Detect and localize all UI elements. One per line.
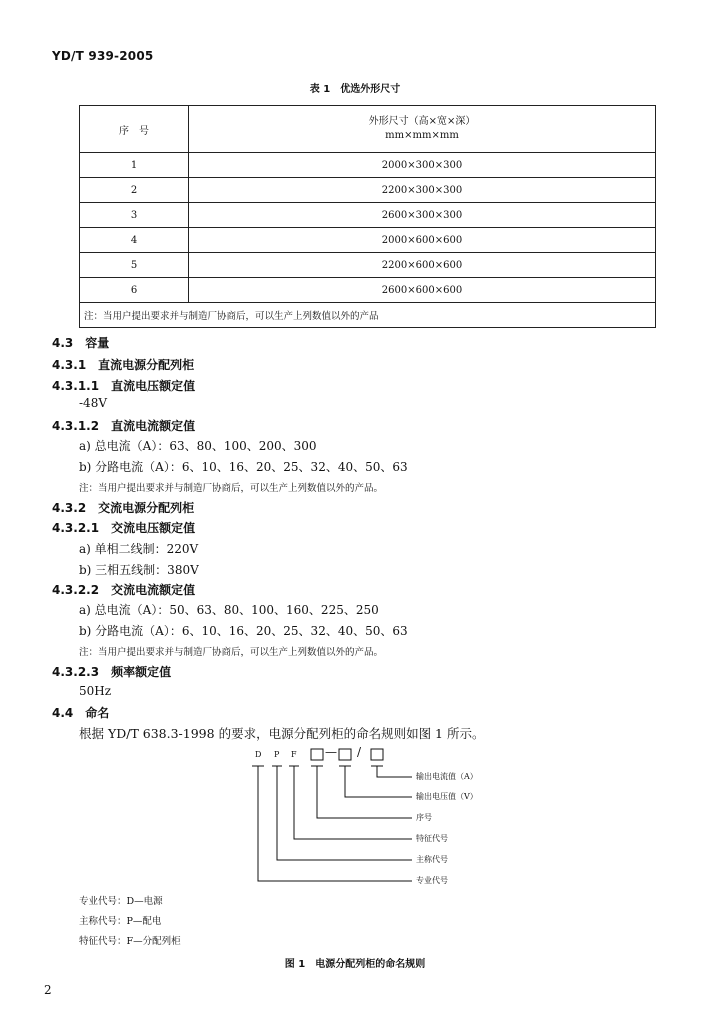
table-note: 注：当用户提出要求并与制造厂协商后，可以生产上列数值以外的产品 <box>80 303 656 328</box>
legend-specialty: 专业代号：D—电源 <box>79 896 163 907</box>
dc-total-current: a) 总电流（A）：63、80、100、200、300 <box>79 439 317 453</box>
heading-4-4: 4.4 命名 <box>52 706 110 720</box>
ac-total-current: a) 总电流（A）：50、63、80、100、160、225、250 <box>79 603 379 617</box>
heading-4-3-2: 4.3.2 交流电源分配列柜 <box>52 501 195 515</box>
col-header-no: 序 号 <box>80 106 189 153</box>
code-f: F <box>291 750 297 759</box>
row-size: 2600×600×600 <box>189 278 656 303</box>
size-header-line2: mm×mm×mm <box>385 130 459 141</box>
code-d: D <box>255 750 262 759</box>
legend-main: 主称代号：P—配电 <box>79 916 162 927</box>
col-header-size <box>189 106 656 153</box>
table-row <box>80 178 656 203</box>
dc-branch-current: b) 分路电流（A）：6、10、16、20、25、32、40、50、63 <box>79 460 408 474</box>
ac-single-phase: a) 单相二线制：220V <box>79 542 199 556</box>
row-no: 5 <box>80 253 189 278</box>
figure-caption: 图 1 电源分配列柜的命名规则 <box>284 959 426 970</box>
code-dash: — <box>325 745 337 759</box>
page-number: 2 <box>44 983 52 997</box>
row-no: 3 <box>80 203 189 228</box>
standard-code: YD/T 939-2005 <box>52 49 154 63</box>
table-row <box>80 203 656 228</box>
heading-4-3: 4.3 容量 <box>52 336 110 350</box>
heading-4-3-2-3: 4.3.2.3 频率额定值 <box>52 665 172 679</box>
table-note-row <box>80 303 656 328</box>
diagram-lines <box>0 740 710 890</box>
naming-rule-diagram <box>0 740 710 890</box>
heading-4-3-1-2: 4.3.1.2 直流电流额定值 <box>52 419 196 433</box>
frequency-value: 50Hz <box>79 684 112 698</box>
row-size: 2200×600×600 <box>189 253 656 278</box>
naming-intro: 根据 YD/T 638.3-1998 的要求，电源分配列柜的命名规则如图 1 所示。 <box>79 726 485 741</box>
table-row <box>80 253 656 278</box>
label-output-current: 输出电流值（A） <box>416 772 478 781</box>
ac-note: 注：当用户提出要求并与制造厂协商后，可以生产上列数值以外的产品。 <box>79 647 384 658</box>
row-size: 2600×300×300 <box>189 203 656 228</box>
row-size: 2000×600×600 <box>189 228 656 253</box>
ac-three-phase: b) 三相五线制：380V <box>79 563 199 577</box>
table-row <box>80 228 656 253</box>
row-size: 2200×300×300 <box>189 178 656 203</box>
size-header-line1: 外形尺寸（高×宽×深） <box>368 116 476 127</box>
code-p: P <box>274 750 280 759</box>
heading-4-3-1-1: 4.3.1.1 直流电压额定值 <box>52 379 196 393</box>
dimensions-table <box>79 105 656 328</box>
row-no: 6 <box>80 278 189 303</box>
dc-voltage-value: -48V <box>79 396 107 410</box>
label-feature: 特征代号 <box>416 834 448 843</box>
table-caption: 表 1 优选外形尺寸 <box>309 84 401 95</box>
legend-feature: 特征代号：F—分配列柜 <box>79 936 181 947</box>
dc-note: 注：当用户提出要求并与制造厂协商后，可以生产上列数值以外的产品。 <box>79 483 384 494</box>
row-size: 2000×300×300 <box>189 153 656 178</box>
heading-4-3-2-2: 4.3.2.2 交流电流额定值 <box>52 583 196 597</box>
label-serial: 序号 <box>416 813 432 822</box>
label-main: 主称代号 <box>416 855 448 864</box>
table-row <box>80 153 656 178</box>
table-row <box>80 278 656 303</box>
label-output-voltage: 输出电压值（V） <box>416 792 478 801</box>
row-no: 2 <box>80 178 189 203</box>
ac-branch-current: b) 分路电流（A）：6、10、16、20、25、32、40、50、63 <box>79 624 408 638</box>
code-slash: / <box>357 745 362 759</box>
row-no: 1 <box>80 153 189 178</box>
heading-4-3-1: 4.3.1 直流电源分配列柜 <box>52 358 195 372</box>
label-specialty: 专业代号 <box>416 876 448 885</box>
heading-4-3-2-1: 4.3.2.1 交流电压额定值 <box>52 521 196 535</box>
table-header-row <box>80 106 656 153</box>
row-no: 4 <box>80 228 189 253</box>
